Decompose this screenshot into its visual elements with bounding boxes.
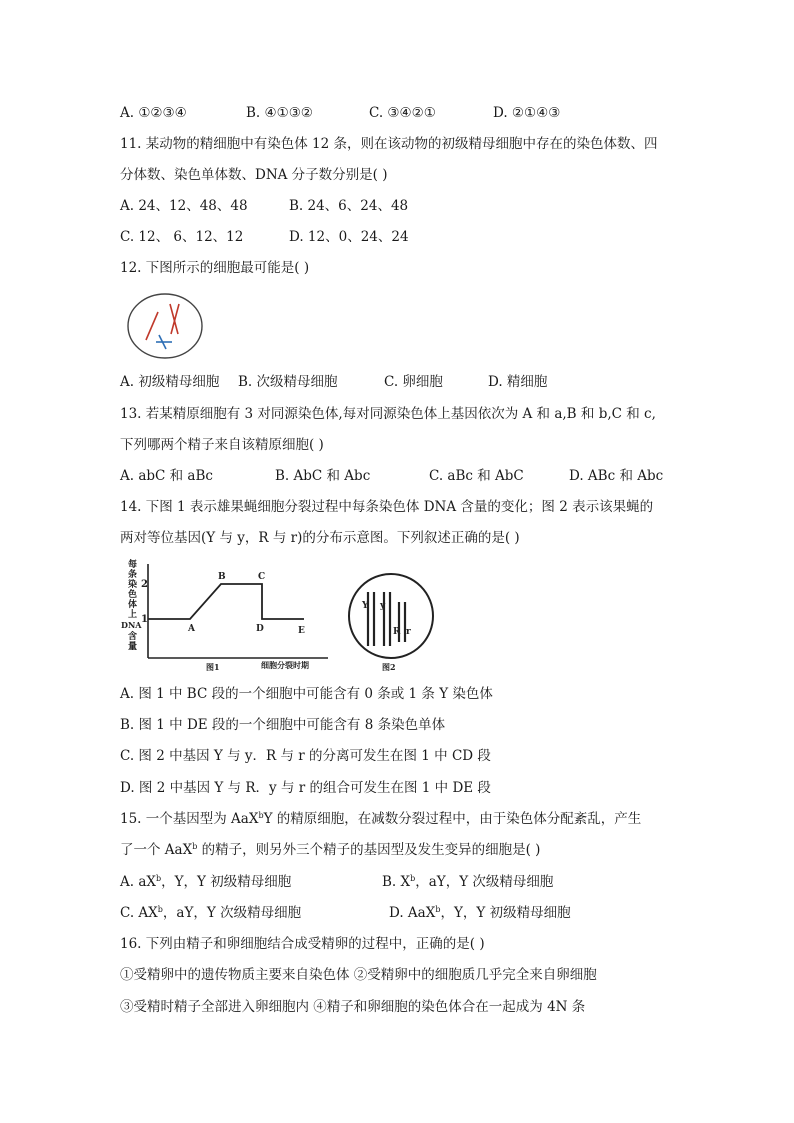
q11-stem-line2: 分体数、染色单体数、DNA 分子数分别是( ): [120, 167, 388, 183]
svg-text:色: 色: [128, 590, 138, 600]
fig1-point-b: B: [218, 572, 226, 582]
fig1-point-c: C: [258, 572, 266, 582]
svg-text:含: 含: [128, 632, 138, 642]
q14-option-a: A. 图 1 中 BC 段的一个细胞中可能含有 0 条或 1 条 Y 染色体: [120, 686, 493, 702]
q12-option-b: B. 次级精母细胞: [238, 374, 338, 390]
q12-option-a: A. 初级精母细胞: [120, 374, 220, 390]
q10-option-d: D. ②①④③: [493, 105, 561, 121]
q11-option-b: B. 24、6、24、48: [289, 198, 409, 214]
q13-option-a: A. abC 和 aBc: [120, 468, 213, 484]
fig1-xlabel: 细胞分裂时期: [261, 660, 309, 670]
q16-stem: 16. 下列由精子和卵细胞结合成受精卵的过程中，正确的是( ): [120, 936, 485, 952]
fig1-point-a: A: [188, 624, 195, 634]
svg-text:条: 条: [128, 570, 138, 580]
q15-option-a: A. $aX^b$，Y，Y 初级精母细胞: [120, 874, 292, 890]
q11-option-d: D. 12、0、24、24: [289, 229, 409, 245]
q15-stem-line2: 了一个 AaX$^b$ 的精子，则另外三个精子的基因型及发生变异的细胞是( ): [120, 842, 541, 858]
q14-figure-1: [118, 556, 338, 676]
fig1-caption: 图1: [206, 662, 220, 672]
q14-stem-line2: 两对等位基因(Y 与 y，R 与 r)的分布示意图。下列叙述正确的是( ): [120, 530, 520, 546]
q14-figure-2: [346, 572, 436, 672]
svg-text:染: 染: [128, 580, 138, 590]
q12-option-d: D. 精细胞: [488, 374, 548, 390]
fig1-ylabel: [121, 558, 142, 652]
q10-option-a: A. ①②③④: [120, 105, 187, 121]
fig2-gene-r-upper: R: [393, 627, 401, 637]
q13-stem-line1: 13. 若某精原细胞有 3 对同源染色体,每对同源染色体上基因依次为 A 和 a,B 和 b,C 和 c,: [120, 406, 656, 422]
q12-stem: 12. 下图所示的细胞最可能是( ): [120, 260, 310, 276]
q12-option-c: C. 卵细胞: [384, 374, 443, 390]
q15-stem-line1: 15. 一个基因型为 AaX$^b$Y 的精原细胞，在减数分裂过程中，由于染色体分配紊乱，产生: [120, 811, 642, 827]
svg-text:上: 上: [128, 610, 138, 620]
fig2-chromosomes: [368, 592, 405, 646]
svg-text:量: 量: [128, 642, 138, 652]
fig2-gene-r-lower: r: [406, 627, 411, 637]
fig1-curve: [148, 584, 304, 619]
q11-stem-line1: 11. 某动物的精细胞中有染色体 12 条，则在该动物的初级精母细胞中存在的染色体数、四: [120, 136, 658, 152]
q14-option-d: D. 图 2 中基因 Y 与 R．y 与 r 的组合可发生在图 1 中 DE 段: [120, 780, 491, 796]
q13-option-c: C. aBc 和 AbC: [429, 468, 524, 484]
q15-option-b: B. $X^b$，aY，Y 次级精母细胞: [382, 874, 554, 890]
q11-option-c: C. 12、 6、12、12: [120, 229, 244, 245]
q12-cell-figure: [126, 292, 204, 360]
q16-statement-line1: ①受精卵中的遗传物质主要来自染色体 ②受精卵中的细胞质几乎完全来自卵细胞: [120, 967, 597, 983]
fig2-caption: 图2: [382, 662, 396, 672]
fig1-tick-2: 2: [141, 579, 148, 590]
q16-statement-line2: ③受精时精子全部进入卵细胞内 ④精子和卵细胞的染色体合在一起成为 4N 条: [120, 999, 586, 1015]
q10-option-c: C. ③④②①: [369, 105, 436, 121]
fig2-gene-y-upper: Y: [362, 601, 369, 611]
q14-option-c: C. 图 2 中基因 Y 与 y．R 与 r 的分离可发生在图 1 中 CD 段: [120, 748, 491, 764]
fig1-point-e: E: [298, 626, 305, 636]
q13-stem-line2: 下列哪两个精子来自该精原细胞( ): [120, 437, 324, 453]
svg-text:每: 每: [128, 560, 138, 570]
q14-option-b: B. 图 1 中 DE 段的一个细胞中可能含有 8 条染色单体: [120, 717, 446, 733]
svg-text:体: 体: [128, 600, 138, 610]
q15-option-d: D. AaX$^b$，Y，Y 初级精母细胞: [389, 905, 571, 921]
q15-option-c: C. $AX^b$，aY，Y 次级精母细胞: [120, 905, 302, 921]
q13-option-b: B. AbC 和 Abc: [275, 468, 371, 484]
svg-text:DNA: DNA: [121, 620, 142, 630]
fig1-point-d: D: [256, 624, 264, 634]
fig2-gene-y-lower: y: [380, 601, 386, 611]
q11-option-a: A. 24、12、48、48: [120, 198, 248, 214]
q10-option-b: B. ④①③②: [246, 105, 313, 121]
q14-stem-line1: 14. 下图 1 表示雄果蝇细胞分裂过程中每条染色体 DNA 含量的变化；图 2 表示该果蝇的: [120, 499, 654, 515]
fig1-tick-1: 1: [141, 614, 148, 625]
q13-option-d: D. ABc 和 Abc: [569, 468, 664, 484]
